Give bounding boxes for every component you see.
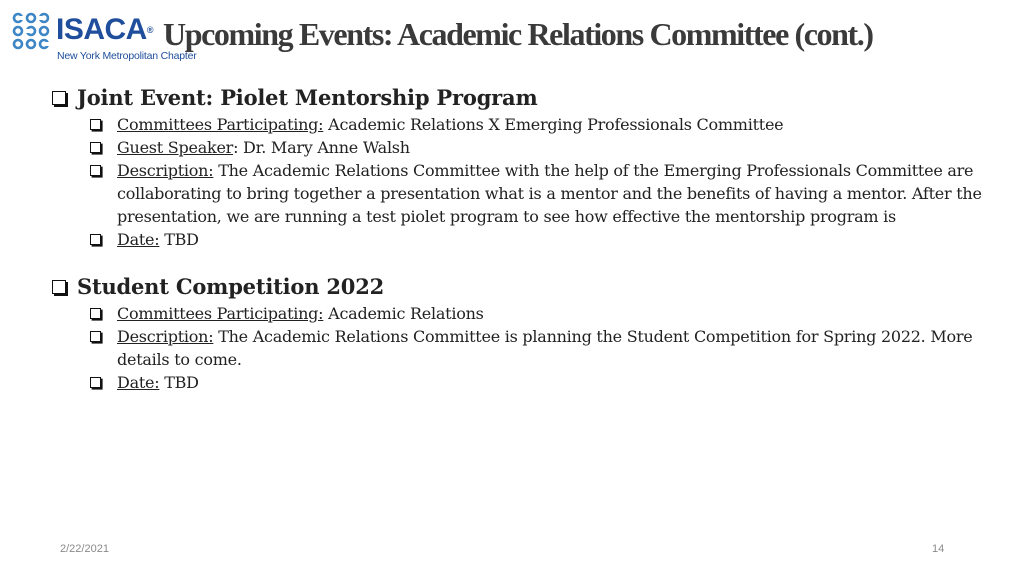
list-item-text xyxy=(117,136,410,159)
section-student-competition xyxy=(52,273,992,394)
isaca-logo xyxy=(12,12,197,66)
slide-content xyxy=(52,84,992,416)
item-value: TBD xyxy=(159,373,199,392)
checkbox-bullet-icon xyxy=(90,331,101,342)
footer-date: 2/22/2021 xyxy=(60,543,109,555)
section-items xyxy=(90,113,992,251)
item-label: Date: xyxy=(117,373,160,392)
checkbox-bullet-icon xyxy=(90,308,101,319)
section-items xyxy=(90,302,992,394)
section-mentorship-program xyxy=(52,84,992,251)
checkbox-bullet-icon xyxy=(90,119,101,130)
list-item-text xyxy=(117,159,992,228)
item-label: Committees Participating: xyxy=(117,304,324,323)
checkbox-bullet-icon xyxy=(52,280,66,294)
section-heading xyxy=(52,84,992,111)
checkbox-bullet-icon xyxy=(90,377,101,388)
list-item-text xyxy=(117,302,484,325)
checkbox-bullet-icon xyxy=(90,234,101,245)
item-value: TBD xyxy=(159,230,199,249)
isaca-logo-mark-icon xyxy=(12,12,50,50)
item-value: The Academic Relations Committee is planning the Student Competition for Spring 2022. More details to come. xyxy=(117,327,973,369)
logo-registered-mark: ® xyxy=(146,25,154,35)
section-heading xyxy=(52,273,992,300)
item-label: Description: xyxy=(117,327,214,346)
list-item xyxy=(90,302,992,325)
item-value: : Dr. Mary Anne Walsh xyxy=(233,138,410,157)
slide-title: Upcoming Events: Academic Relations Committee (cont.) xyxy=(163,16,873,52)
logo-text: ISACA xyxy=(56,13,147,46)
list-item-text xyxy=(117,113,783,136)
item-value: Academic Relations xyxy=(323,304,484,323)
section-heading-text: Joint Event: Piolet Mentorship Program xyxy=(77,85,538,110)
list-item xyxy=(90,371,992,394)
checkbox-bullet-icon xyxy=(90,142,101,153)
list-item-text xyxy=(117,228,199,251)
item-label: Committees Participating: xyxy=(117,115,324,134)
checkbox-bullet-icon xyxy=(52,91,66,105)
list-item xyxy=(90,136,992,159)
list-item xyxy=(90,113,992,136)
item-value: Academic Relations X Emerging Professionals Committee xyxy=(323,115,784,134)
section-heading-text: Student Competition 2022 xyxy=(77,274,385,299)
list-item xyxy=(90,228,992,251)
item-label: Date: xyxy=(117,230,160,249)
list-item xyxy=(90,325,992,371)
list-item xyxy=(90,159,992,228)
logo-subtitle: New York Metropolitan Chapter xyxy=(57,50,197,62)
list-item-text xyxy=(117,325,992,371)
item-value: The Academic Relations Committee with the help of the Emerging Professionals Committee are collaborating to bring together a presentation what is a mentor and the benefits of having a mentor. After the presentation, we are running a test piolet program to see how effective the mentorship program is xyxy=(117,161,982,226)
list-item-text xyxy=(117,371,199,394)
item-label: Guest Speaker xyxy=(117,138,234,157)
footer-page-number: 14 xyxy=(932,543,945,555)
item-label: Description: xyxy=(117,161,214,180)
logo-wordmark xyxy=(56,12,153,48)
checkbox-bullet-icon xyxy=(90,165,101,176)
